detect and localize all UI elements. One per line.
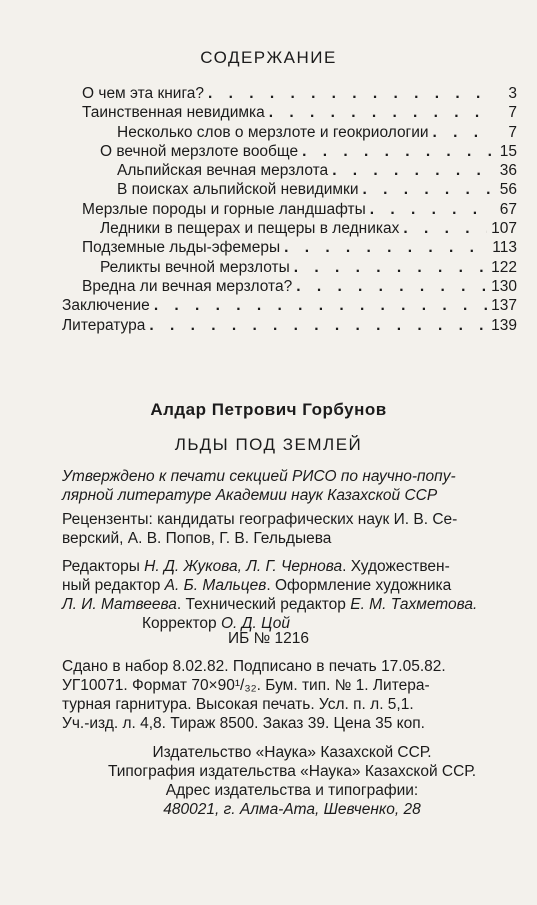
toc-entry-title: Заключение bbox=[62, 297, 150, 315]
toc-leader-dots bbox=[302, 143, 491, 161]
toc-entry-page: 130 bbox=[491, 277, 517, 295]
toc-entry-title: Альпийская вечная мерзлота bbox=[117, 162, 329, 180]
print-info bbox=[62, 657, 517, 733]
toc-entry-title: Ледники в пещерах и пещеры в ледниках bbox=[100, 220, 400, 238]
toc-leader-dots bbox=[403, 220, 487, 238]
reviewers-line: Рецензенты: кандидаты географических наук И. В. Се- bbox=[62, 511, 458, 528]
toc-entry-title: О чем эта книга? bbox=[82, 85, 204, 102]
editors-line: Редакторы Н. Д. Жукова, Л. Г. Чернова. Художествен- bbox=[62, 558, 450, 575]
toc-entry-title: Литература bbox=[62, 316, 146, 334]
toc-entry bbox=[62, 259, 517, 278]
print-info-line: турная гарнитура. Высокая печать. Усл. п. л. 5,1. bbox=[62, 696, 414, 713]
toc-leader-dots bbox=[294, 259, 487, 277]
toc-entry-title: О вечной мерзлоте вообще bbox=[100, 142, 299, 160]
toc-leader-dots bbox=[362, 181, 491, 199]
toc-leader-dots bbox=[154, 297, 487, 315]
toc-entry-title: Таинственная невидимка bbox=[82, 104, 265, 122]
approval-line: лярной литературе Академии наук Казахской ССР bbox=[62, 487, 438, 504]
approval-line: Утверждено к печати секцией РИСО по научно-попу- bbox=[62, 468, 456, 485]
table-of-contents bbox=[62, 85, 517, 336]
publisher-info bbox=[72, 743, 512, 819]
print-info-line: Уч.-изд. л. 4,8. Тираж 8500. Заказ 39. Цена 35 коп. bbox=[62, 715, 425, 732]
toc-entry-page: 113 bbox=[492, 239, 517, 257]
toc-entry-page: 137 bbox=[491, 297, 517, 315]
approval-note bbox=[62, 467, 517, 505]
toc-entry-title: В поисках альпийской невидимки bbox=[117, 181, 359, 199]
toc-leader-dots bbox=[269, 104, 491, 122]
toc-leader-dots bbox=[284, 239, 488, 257]
reviewers bbox=[62, 510, 517, 548]
print-info-line: УГ10071. Формат 70×90¹/₃₂. Бум. тип. № 1. Литера- bbox=[62, 677, 430, 694]
toc-leader-dots bbox=[332, 162, 491, 180]
toc-leader-dots bbox=[208, 85, 491, 103]
toc-entry bbox=[62, 124, 517, 143]
toc-entry-page: 36 bbox=[499, 162, 517, 180]
toc-entry-title: Несколько слов о мерзлоте и геокриологии bbox=[117, 123, 429, 141]
publisher-line: Издательство «Наука» Казахской ССР. bbox=[152, 744, 432, 761]
toc-entry bbox=[62, 317, 517, 336]
toc-entry-page: 3 bbox=[508, 85, 517, 102]
publisher-line: Типография издательства «Наука» Казахской ССР. bbox=[107, 763, 477, 780]
toc-entry-page: 7 bbox=[508, 123, 517, 141]
editors-line: ный редактор А. Б. Мальцев. Оформление художника bbox=[62, 577, 452, 594]
toc-entry bbox=[62, 104, 517, 123]
toc-entry bbox=[62, 297, 517, 316]
reviewers-line: верский, А. В. Попов, Г. В. Гельдыева bbox=[62, 530, 332, 547]
toc-entry-page: 67 bbox=[499, 200, 517, 218]
toc-entry-page: 7 bbox=[508, 104, 517, 122]
toc-leader-dots bbox=[370, 201, 491, 219]
print-info-line: Сдано в набор 8.02.82. Подписано в печать 17.05.82. bbox=[62, 658, 446, 675]
publisher-address: 480021, г. Алма-Ата, Шевченко, 28 bbox=[163, 801, 421, 818]
toc-entry-page: 107 bbox=[491, 220, 517, 238]
toc-entry bbox=[62, 278, 517, 297]
toc-entry-page: 139 bbox=[491, 316, 517, 334]
book-title: ЛЬДЫ ПОД ЗЕМЛЕЙ bbox=[174, 435, 363, 454]
editors-line: Корректор О. Д. Цой bbox=[142, 615, 290, 632]
toc-leader-dots bbox=[296, 278, 487, 296]
toc-entry-page: 122 bbox=[491, 258, 517, 276]
toc-entry-title: Подземные льды-эфемеры bbox=[82, 239, 281, 257]
toc-entry bbox=[62, 143, 517, 162]
ib-number: ИБ № 1216 bbox=[227, 630, 310, 647]
toc-entry bbox=[62, 201, 517, 220]
publisher-line: Адрес издательства и типографии: bbox=[165, 782, 419, 799]
toc-entry bbox=[62, 239, 517, 258]
toc-entry bbox=[62, 162, 517, 181]
toc-heading: СОДЕРЖАНИЕ bbox=[200, 48, 337, 67]
toc-entry-title: Мерзлые породы и горные ландшафты bbox=[82, 200, 366, 218]
toc-entry bbox=[62, 181, 517, 200]
toc-entry-page: 15 bbox=[499, 142, 517, 160]
toc-entry-page: 56 bbox=[499, 181, 517, 199]
toc-entry-title: Реликты вечной мерзлоты bbox=[100, 258, 290, 276]
toc-leader-dots bbox=[149, 317, 487, 335]
author-name: Алдар Петрович Горбунов bbox=[150, 400, 387, 419]
toc-leader-dots bbox=[433, 124, 491, 142]
editors bbox=[62, 557, 517, 633]
editors-line: Л. И. Матвеева. Технический редактор Е. М. Тахметова. bbox=[62, 596, 478, 613]
toc-entry bbox=[62, 220, 517, 239]
toc-entry-title: Вредна ли вечная мерзлота? bbox=[82, 277, 293, 295]
toc-entry bbox=[62, 85, 517, 104]
